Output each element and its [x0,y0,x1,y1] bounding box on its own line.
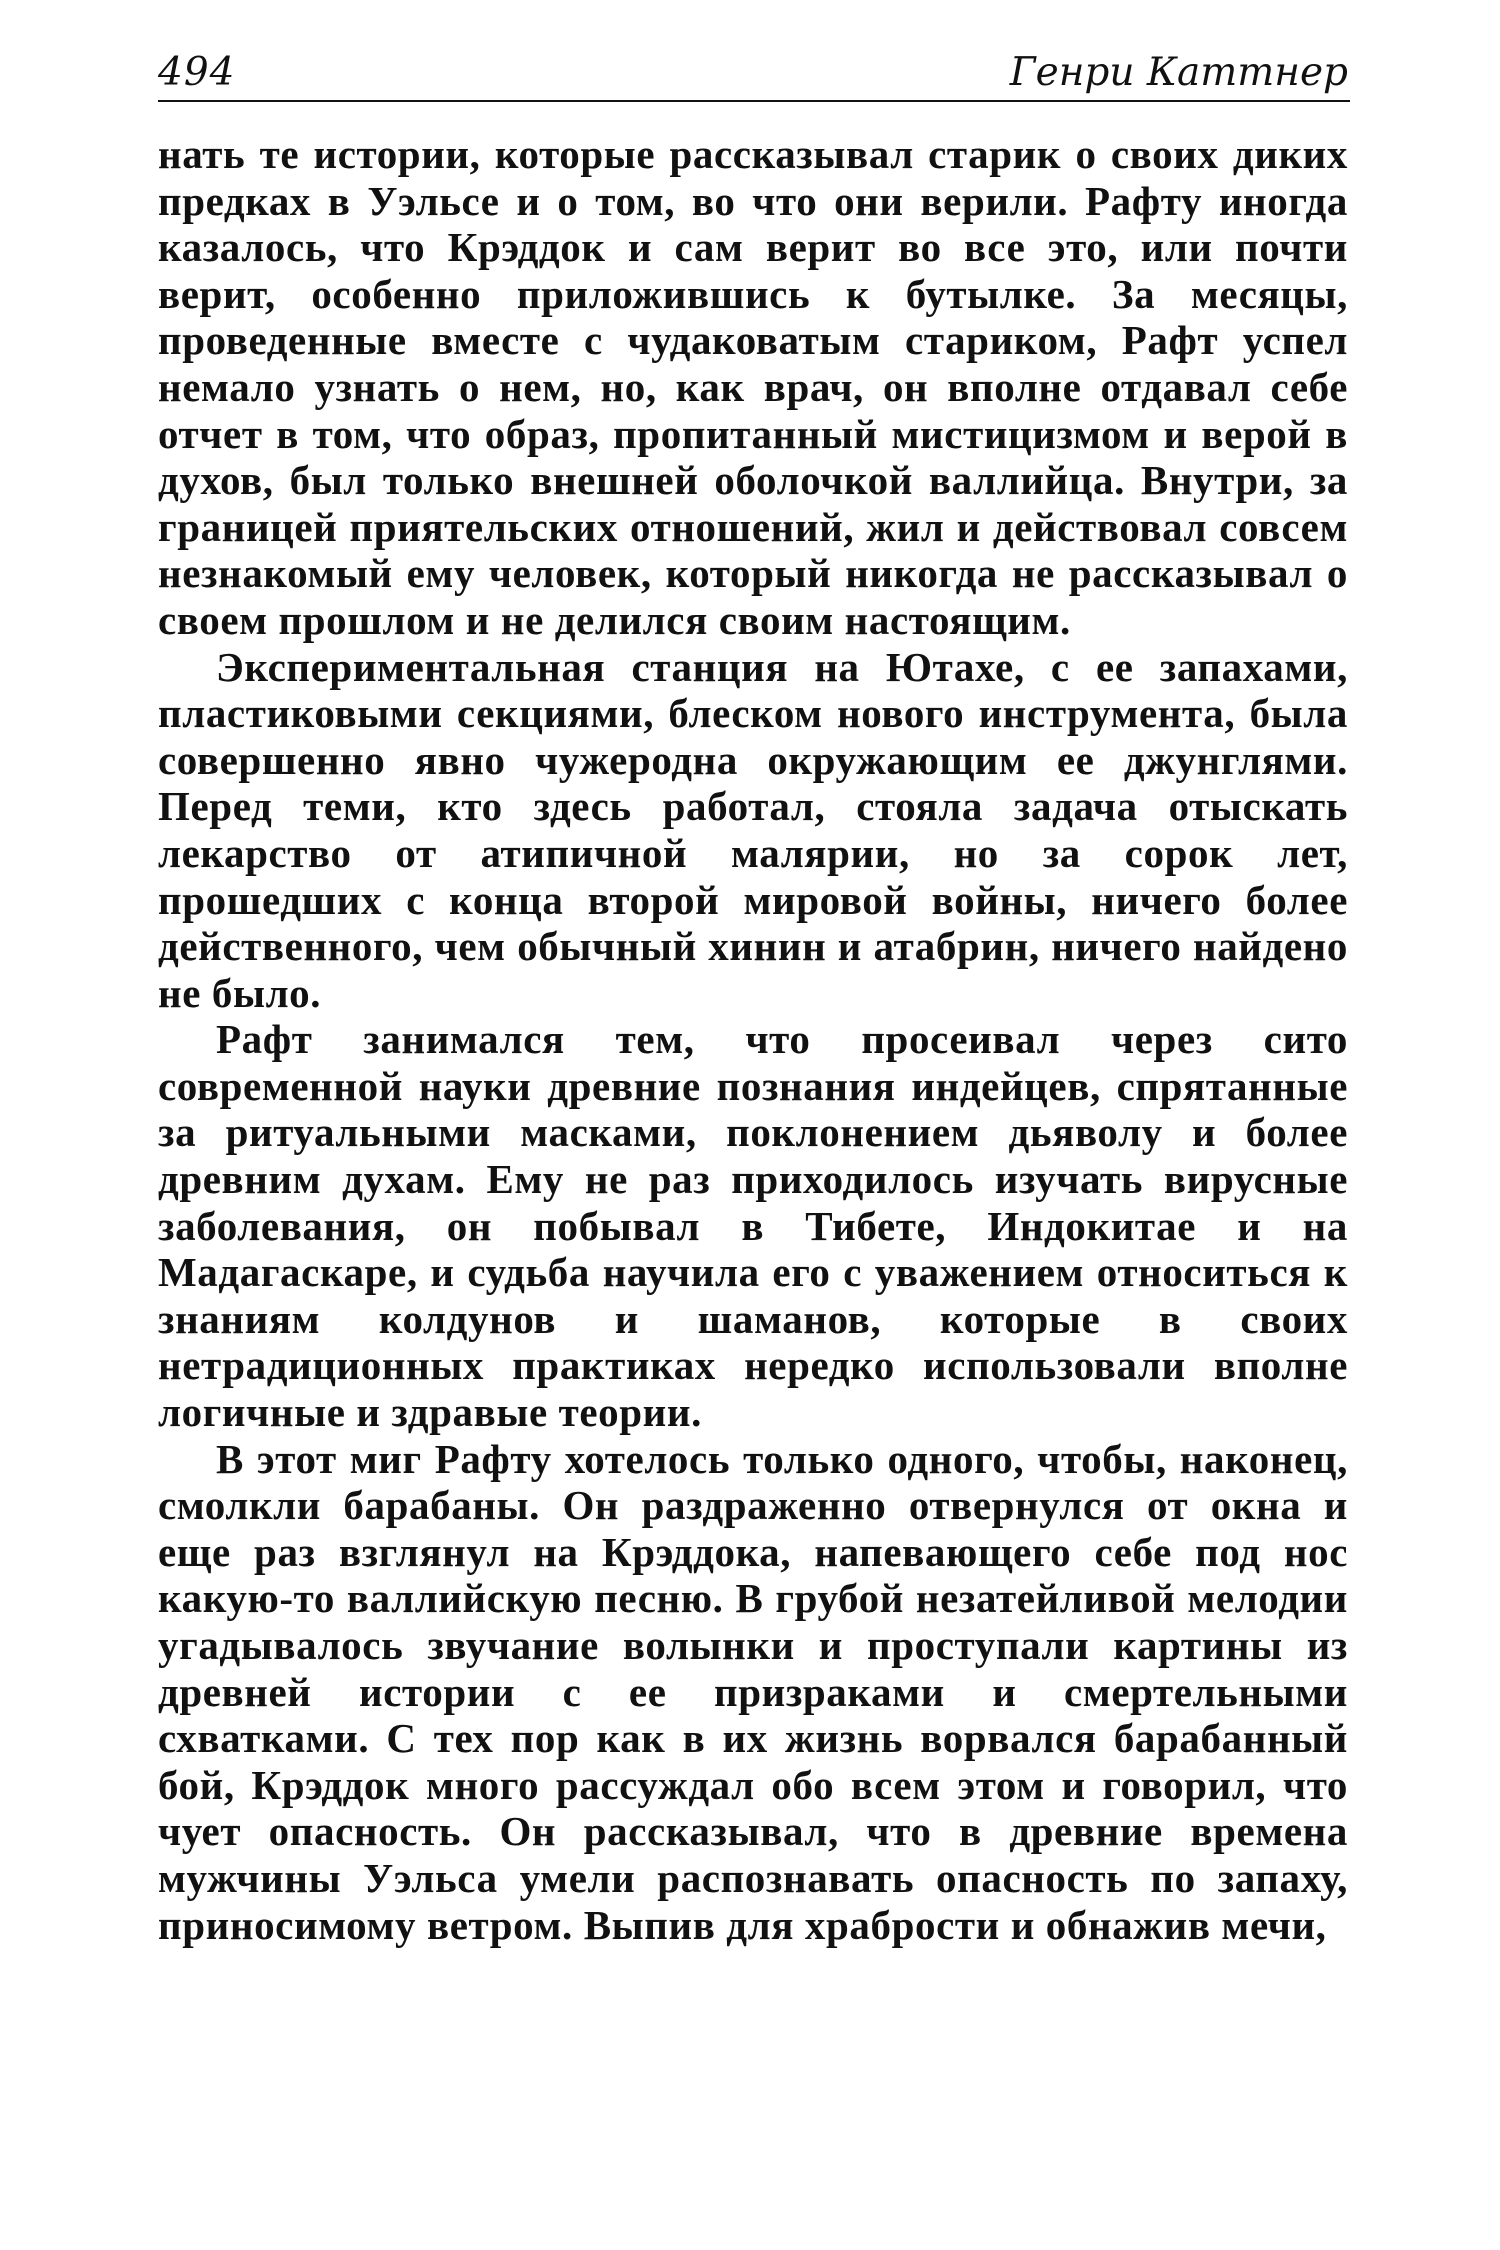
paragraph: В этот миг Рафту хотелось только одного, чтобы, наконец, смолкли барабаны. Он раздраженно отвернулся от окна и еще раз взглянул на Крэддока, напевающего себе под нос какую-то валлийскую песню. В грубой незатейливой мелодии угадывалось звучание волынки и проступали картины из древней истории с ее призраками и смертельными схватками. С тех пор как в их жизнь ворвался барабанный бой, Крэддок много рассуждал обо всем этом и говорил, что чует опасность. Он рассказывал, что в древние времена мужчины Уэльса умели распознавать опасность по запаху, приносимому ветром. Выпив для храбрости и обнажив мечи, [158,1435,1348,1948]
paragraph: Экспериментальная станция на Ютахе, с ее запахами, пластиковыми секциями, блеском нового инструмента, была совершенно явно чужеродна окружающим ее джунглями. Перед теми, кто здесь работал, стояла задача отыскать лекарство от атипичной малярии, но за сорок лет, прошедших с конца второй мировой войны, ничего более действенного, чем обычный хинин и атабрин, ничего найдено не было. [158,643,1348,1016]
running-head-author: Генри Каттнер [1009,50,1348,95]
header-rule [158,100,1350,102]
page-number: 494 [158,50,236,95]
paragraph: Рафт занимался тем, что просеивал через сито современной науки древние познания индейцев, спрятанные за ритуальными масками, поклонением дьяволу и более древним духам. Ему не раз приходилось изучать вирусные заболевания, он побывал в Тибете, Индокитае и на Мадагаскаре, и судьба научила его с уважением относиться к знаниям колдунов и шаманов, которые в своих нетрадиционных практиках нередко использовали вполне логичные и здравые теории. [158,1016,1348,1436]
paragraph-continuation: нать те истории, которые рассказывал старик о своих диких предках в Уэльсе и о том, во что они верили. Рафту иногда казалось, что Крэддок и сам верит во все это, или почти верит, особенно приложившись к бутылке. За месяцы, проведенные вместе с чудаковатым стариком, Рафт успел немало узнать о нем, но, как врач, он вполне отдавал себе отчет в том, что образ, пропитанный мистицизмом и верой в духов, был только внешней оболочкой валлийца. Внутри, за границей приятельских отношений, жил и действовал совсем незнакомый ему человек, который никогда не рассказывал о своем прошлом и не делился своим настоящим. [158,131,1348,643]
body-text [158,131,1348,1948]
page-header [158,48,1348,104]
